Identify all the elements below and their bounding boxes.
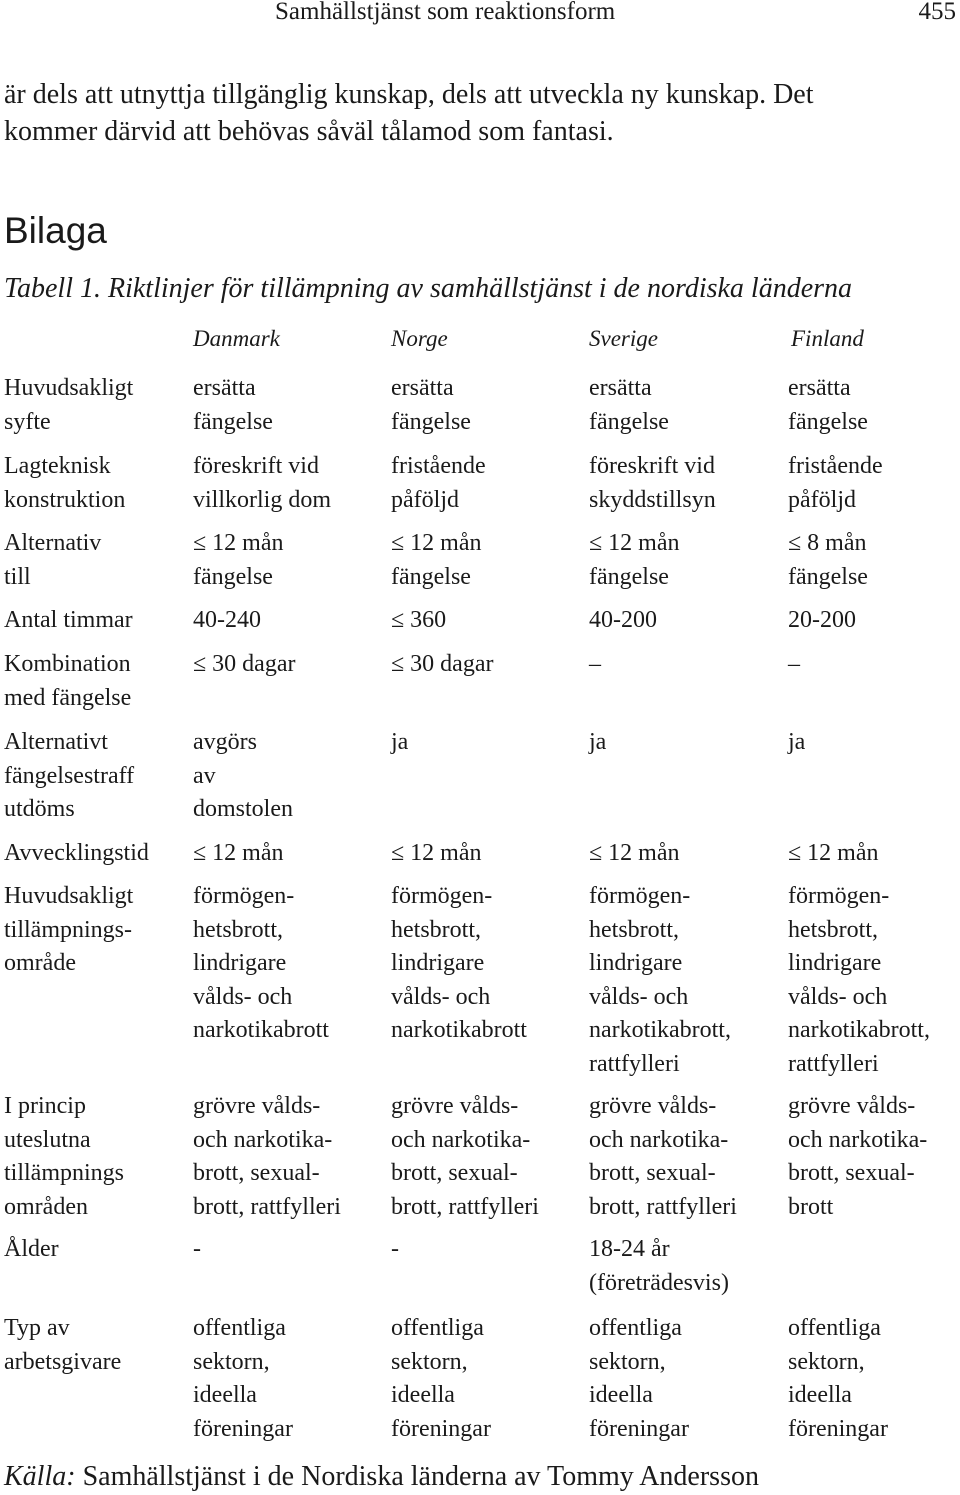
cell-line: ersätta (589, 375, 652, 401)
row-label-line: I princip (4, 1093, 86, 1119)
cell-line: grövre vålds- (391, 1093, 519, 1119)
cell-line: förmögen- (788, 883, 890, 909)
cell-line: grövre vålds- (589, 1093, 717, 1119)
cell-line: ≤ 30 dagar (193, 651, 296, 677)
cell-sverige (589, 837, 680, 871)
row-label-line: tillämpnings (4, 1160, 124, 1186)
cell-finland (788, 648, 800, 682)
cell-line: skyddstillsyn (589, 486, 716, 513)
row-label-line: uteslutna (4, 1126, 91, 1153)
cell-line: ≤ 8 mån (788, 530, 867, 556)
cell-line: narkotikabrott (193, 1017, 329, 1043)
cell-line: förmögen- (391, 883, 493, 909)
cell-line: brott, rattfylleri (391, 1193, 539, 1220)
cell-line: ≤ 12 mån (589, 840, 680, 866)
cell-line: föreningar (193, 1415, 293, 1442)
cell-sverige (589, 1312, 689, 1446)
cell-line: vålds- och (391, 983, 491, 1010)
cell-norge (391, 372, 471, 439)
cell-line: narkotikabrott (391, 1017, 527, 1043)
row-label-line: Alternativ (4, 530, 102, 556)
cell-line: – (788, 651, 800, 677)
cell-line: grövre vålds- (788, 1093, 916, 1119)
cell-sverige (589, 450, 716, 517)
cell-line: fängelse (193, 408, 273, 435)
cell-line: - (193, 1236, 201, 1262)
cell-danmark (193, 648, 295, 682)
row-label (4, 372, 133, 439)
row-label-line: tillämpnings- (4, 916, 132, 943)
cell-danmark (193, 450, 331, 517)
row-label-line: arbetsgivare (4, 1348, 122, 1375)
cell-line: brott, sexual- (788, 1160, 915, 1186)
cell-line: brott, rattfylleri (193, 1193, 341, 1220)
cell-line: offentliga (788, 1315, 881, 1341)
row-label-line: konstruktion (4, 486, 126, 513)
row-label (4, 880, 133, 981)
cell-finland (788, 372, 868, 439)
cell-line: hetsbrott, (193, 916, 283, 943)
cell-line: brott, sexual- (589, 1160, 716, 1186)
cell-danmark (193, 880, 329, 1048)
cell-line: fängelse (589, 408, 669, 435)
row-label-line: områden (4, 1193, 88, 1220)
cell-finland (788, 1312, 888, 1446)
row-label-line: område (4, 950, 76, 976)
cell-danmark (193, 527, 284, 594)
cell-line: ersätta (788, 375, 851, 401)
cell-line: hetsbrott, (788, 916, 878, 943)
row-label-line: syfte (4, 408, 51, 435)
cell-line: och narkotika- (193, 1126, 333, 1153)
column-header-norge: Norge (391, 326, 448, 351)
column-header-finland: Finland (791, 326, 864, 351)
cell-line: fängelse (391, 563, 471, 590)
row-label (4, 837, 149, 871)
cell-line: vålds- och (788, 983, 888, 1010)
running-title: Samhällstjänst som reaktionsform (275, 0, 616, 25)
cell-sverige (589, 880, 731, 1081)
cell-line: ≤ 12 mån (589, 530, 680, 556)
cell-finland (788, 450, 883, 517)
cell-line: ≤ 12 mån (193, 530, 284, 556)
cell-line: och narkotika- (391, 1126, 531, 1153)
cell-line: brott, sexual- (391, 1160, 518, 1186)
cell-danmark (193, 837, 284, 871)
cell-norge (391, 726, 408, 760)
cell-line: föreningar (391, 1415, 491, 1442)
cell-line: offentliga (391, 1315, 484, 1341)
cell-line: brott, rattfylleri (589, 1193, 737, 1220)
cell-line: och narkotika- (589, 1126, 729, 1153)
cell-line: (företrädesvis) (589, 1269, 729, 1296)
cell-line: - (391, 1236, 399, 1262)
cell-line: ersätta (193, 375, 256, 401)
cell-norge (391, 527, 482, 594)
column-header-sverige: Sverige (589, 326, 658, 351)
cell-line: sektorn, (193, 1348, 270, 1375)
row-label-line: Huvudsakligt (4, 883, 134, 909)
cell-line: ≤ 12 mån (391, 840, 482, 866)
cell-line: 40-240 (193, 607, 261, 633)
cell-danmark (193, 372, 273, 439)
cell-line: föreningar (788, 1415, 888, 1442)
cell-line: ideella (589, 1382, 653, 1408)
cell-line: sektorn, (391, 1348, 468, 1375)
row-label-line: Typ av (4, 1315, 70, 1341)
cell-line: ja (589, 729, 607, 755)
body-paragraph (4, 76, 956, 150)
cell-line: föreskrift vid (589, 453, 715, 479)
cell-line: ersätta (391, 375, 454, 401)
cell-line: 20-200 (788, 607, 856, 633)
body-line: är dels att utnyttja tillgänglig kunskap, dels att utveckla ny kunskap. Det (4, 79, 814, 110)
cell-line: vålds- och (193, 983, 293, 1010)
cell-sverige (589, 1090, 737, 1224)
cell-line: och narkotika- (788, 1126, 928, 1153)
row-label-line: till (4, 563, 31, 590)
row-label-line: utdöms (4, 796, 75, 822)
cell-danmark (193, 604, 261, 638)
cell-finland (788, 527, 868, 594)
cell-norge (391, 604, 446, 638)
cell-line: lindrigare (391, 950, 485, 976)
cell-line: lindrigare (589, 950, 683, 976)
row-label (4, 1312, 121, 1379)
cell-line: ideella (788, 1382, 852, 1408)
cell-norge (391, 450, 486, 517)
cell-line: ideella (193, 1382, 257, 1408)
cell-danmark (193, 1090, 341, 1224)
cell-line: ≤ 30 dagar (391, 651, 494, 677)
cell-line: ja (391, 729, 409, 755)
cell-line: rattfylleri (589, 1050, 680, 1077)
row-label-line: Alternativt (4, 729, 108, 755)
cell-finland (788, 880, 930, 1081)
cell-sverige (589, 726, 606, 760)
row-label-line: fängelsestraff (4, 762, 135, 789)
cell-line: lindrigare (788, 950, 882, 976)
cell-line: villkorlig dom (193, 486, 331, 513)
cell-line: offentliga (193, 1315, 286, 1341)
cell-line: fängelse (193, 563, 273, 590)
cell-line: lindrigare (193, 950, 287, 976)
cell-finland (788, 604, 856, 638)
cell-line: fängelse (589, 563, 669, 590)
cell-line: hetsbrott, (589, 916, 679, 943)
cell-line: föreningar (589, 1415, 689, 1442)
cell-sverige (589, 604, 657, 638)
cell-line: ≤ 12 mån (391, 530, 482, 556)
cell-line: brott, sexual- (193, 1160, 320, 1186)
cell-finland (788, 726, 805, 760)
cell-line: vålds- och (589, 983, 689, 1010)
table-caption: Tabell 1. Riktlinjer för tillämpning av samhällstjänst i de nordiska länderna (4, 273, 853, 304)
running-header (0, 0, 960, 34)
cell-line: – (589, 651, 601, 677)
row-label (4, 527, 101, 594)
cell-line: ideella (391, 1382, 455, 1408)
cell-line: domstolen (193, 796, 293, 822)
cell-line: förmögen- (193, 883, 295, 909)
cell-norge (391, 648, 493, 682)
row-label-line: Lagteknisk (4, 453, 111, 479)
source-text: Samhällstjänst i de Nordiska länderna av Tommy Andersson (82, 1461, 759, 1492)
cell-danmark (193, 1312, 293, 1446)
cell-norge (391, 880, 527, 1048)
cell-line: 18-24 år (589, 1236, 670, 1262)
cell-line: brott (788, 1193, 834, 1220)
cell-line: ≤ 360 (391, 607, 447, 633)
row-label (4, 648, 131, 715)
cell-line: sektorn, (589, 1348, 666, 1375)
cell-sverige (589, 1233, 729, 1300)
cell-line: av (193, 762, 216, 789)
cell-danmark (193, 726, 293, 827)
cell-line: narkotikabrott, (589, 1017, 731, 1043)
cell-line: hetsbrott, (391, 916, 481, 943)
cell-norge (391, 1312, 491, 1446)
row-label (4, 450, 125, 517)
source-label: Källa: (4, 1461, 76, 1492)
cell-sverige (589, 372, 669, 439)
cell-line: grövre vålds- (193, 1093, 321, 1119)
cell-norge (391, 1090, 539, 1224)
cell-line: ≤ 12 mån (193, 840, 284, 866)
column-header-danmark: Danmark (193, 326, 280, 351)
cell-finland (788, 837, 879, 871)
cell-line: narkotikabrott, (788, 1017, 930, 1043)
cell-line: offentliga (589, 1315, 682, 1341)
cell-line: rattfylleri (788, 1050, 879, 1077)
section-heading: Bilaga (4, 210, 107, 251)
cell-line: sektorn, (788, 1348, 865, 1375)
page-number: 455 (918, 0, 956, 25)
row-label-line: Antal timmar (4, 607, 133, 633)
cell-line: fristående (788, 453, 883, 479)
row-label (4, 1233, 59, 1267)
row-label-line: Ålder (4, 1236, 59, 1262)
row-label-line: Huvudsakligt (4, 375, 134, 401)
cell-line: fängelse (391, 408, 471, 435)
cell-sverige (589, 527, 680, 594)
cell-finland (788, 1090, 927, 1224)
row-label-line: Avvecklingstid (4, 840, 149, 866)
cell-line: påföljd (788, 486, 856, 513)
cell-sverige (589, 648, 601, 682)
cell-norge (391, 837, 482, 871)
cell-line: fängelse (788, 408, 868, 435)
cell-line: avgörs (193, 729, 257, 755)
row-label-line: med fängelse (4, 684, 132, 711)
cell-line: 40-200 (589, 607, 657, 633)
body-line: kommer därvid att behövas såväl tålamod som fantasi. (4, 116, 614, 147)
row-label (4, 726, 134, 827)
row-label-line: Kombination (4, 651, 131, 677)
cell-line: ja (788, 729, 806, 755)
cell-line: föreskrift vid (193, 453, 319, 479)
source-note (4, 1459, 759, 1495)
row-label (4, 1090, 124, 1224)
cell-line: förmögen- (589, 883, 691, 909)
row-label (4, 604, 133, 638)
cell-line: påföljd (391, 486, 459, 513)
cell-line: fängelse (788, 563, 868, 590)
cell-norge (391, 1233, 399, 1267)
cell-danmark (193, 1233, 201, 1267)
cell-line: fristående (391, 453, 486, 479)
cell-line: ≤ 12 mån (788, 840, 879, 866)
